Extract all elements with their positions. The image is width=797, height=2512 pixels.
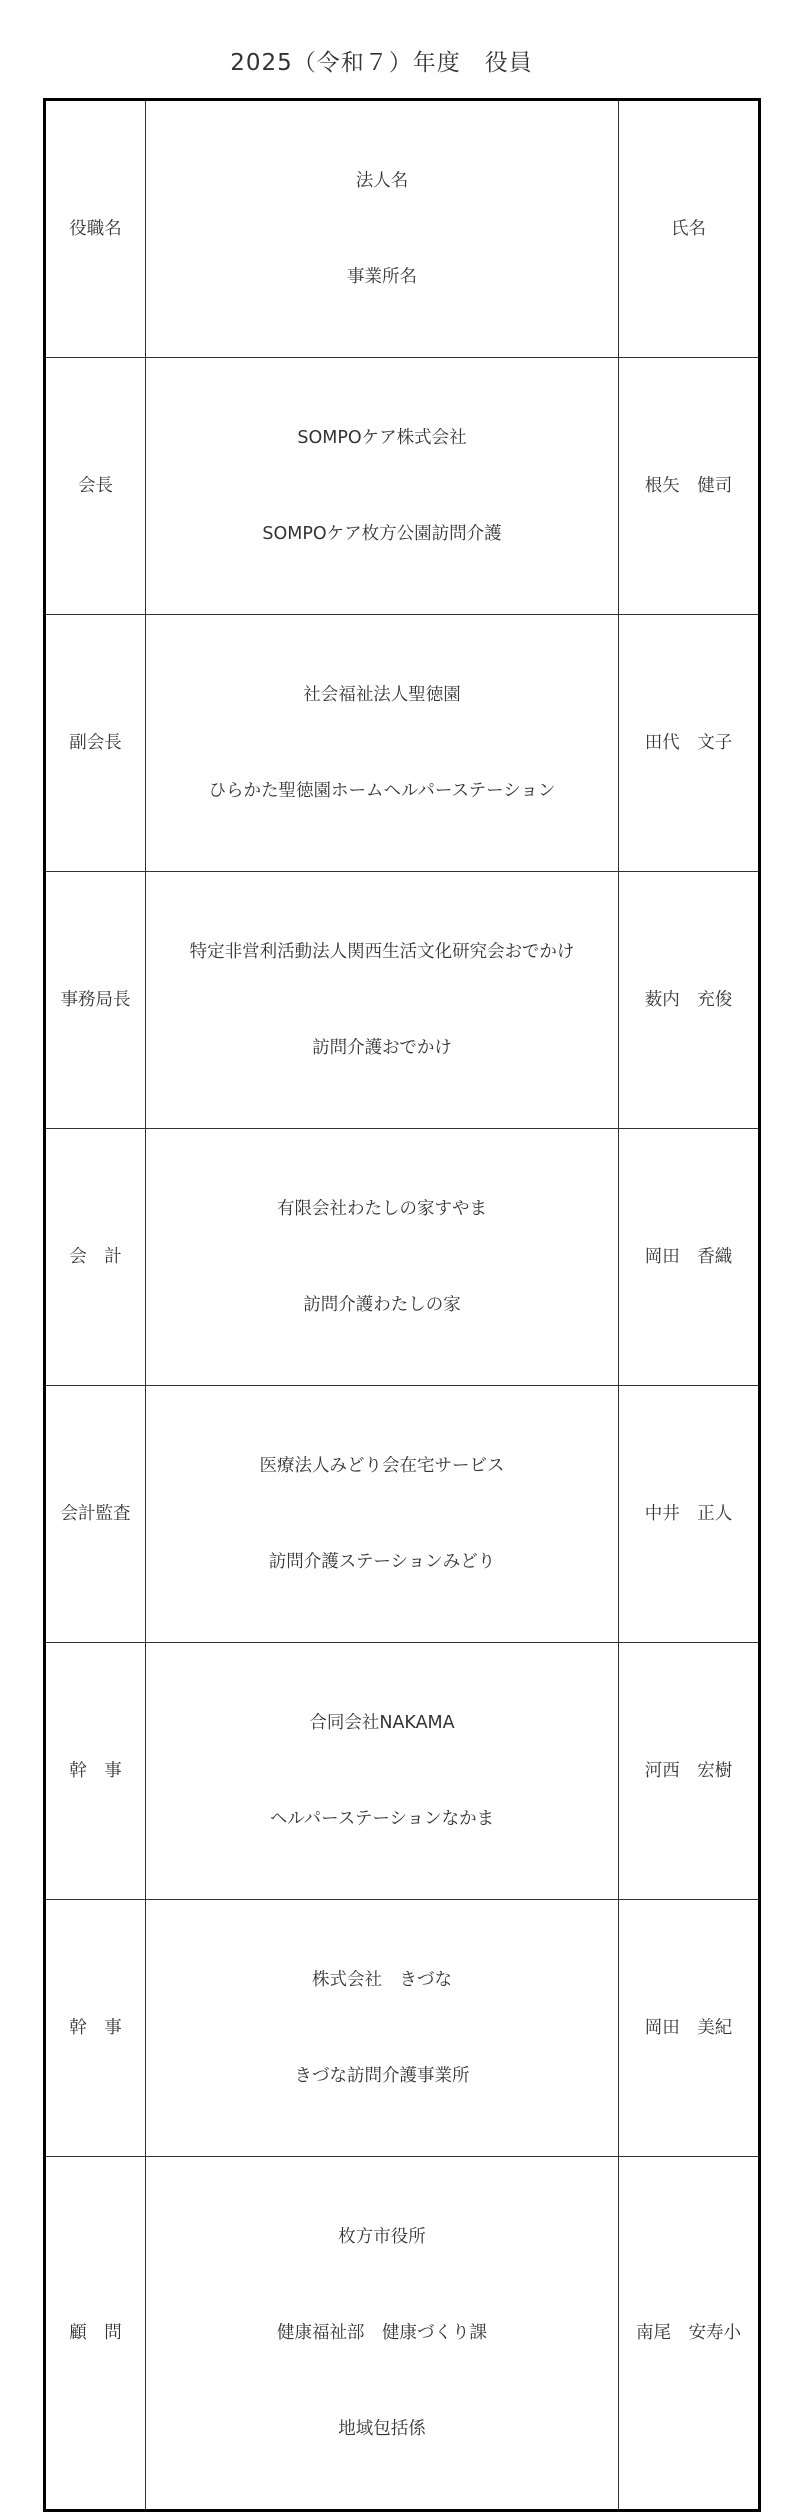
table-row xyxy=(45,1129,760,1386)
name-cell: 根矢 健司 xyxy=(619,358,760,615)
name-cell: 岡田 香織 xyxy=(619,1129,760,1386)
section-line: 地域包括係 xyxy=(338,2419,426,2439)
header-name: 氏名 xyxy=(619,100,760,358)
org-cell xyxy=(146,358,619,615)
role-cell: 会計監査 xyxy=(45,1386,146,1643)
name-cell: 南尾 安寿小 xyxy=(619,2157,760,2511)
org-line: 社会福祉法人聖徳園 xyxy=(303,685,461,705)
table-row xyxy=(45,1386,760,1643)
org-cell xyxy=(146,1900,619,2157)
org-line: 有限会社わたしの家すやま xyxy=(277,1199,487,1219)
org-cell xyxy=(146,1386,619,1643)
table-row xyxy=(45,615,760,872)
page-title: 2025（令和７）年度 役員 xyxy=(230,50,533,76)
org-cell xyxy=(146,1643,619,1900)
org-cell xyxy=(146,872,619,1129)
header-office-line: 事業所名 xyxy=(347,267,417,287)
office-line: 訪問介護おでかけ xyxy=(312,1038,452,1058)
org-line: 株式会社 きづな xyxy=(312,1970,452,1990)
table-header-row xyxy=(45,100,760,358)
name-cell: 岡田 美紀 xyxy=(619,1900,760,2157)
role-cell: 会長 xyxy=(45,358,146,615)
office-line: きづな訪問介護事業所 xyxy=(294,2066,470,2086)
name-cell: 薮内 充俊 xyxy=(619,872,760,1129)
role-cell: 幹 事 xyxy=(45,1643,146,1900)
department-line: 健康福祉部 健康づくり課 xyxy=(277,2323,487,2343)
org-line: 枚方市役所 xyxy=(338,2227,426,2247)
name-cell: 河西 宏樹 xyxy=(619,1643,760,1900)
table-row xyxy=(45,872,760,1129)
role-cell: 顧 問 xyxy=(45,2157,146,2511)
table-row xyxy=(45,2157,760,2511)
header-org xyxy=(146,100,619,358)
office-line: 訪問介護わたしの家 xyxy=(303,1295,461,1315)
office-line: ヘルパーステーションなかま xyxy=(269,1809,495,1829)
name-cell: 田代 文子 xyxy=(619,615,760,872)
header-org-line: 法人名 xyxy=(355,171,409,191)
org-line: 医療法人みどり会在宅サービス xyxy=(259,1456,505,1476)
table-row xyxy=(45,1643,760,1900)
office-line: SOMPOケア枚方公園訪問介護 xyxy=(262,524,502,544)
org-line: SOMPOケア株式会社 xyxy=(297,428,467,448)
org-cell xyxy=(146,2157,619,2511)
role-cell: 事務局長 xyxy=(45,872,146,1129)
org-line: 合同会社NAKAMA xyxy=(309,1713,455,1733)
role-cell: 幹 事 xyxy=(45,1900,146,2157)
officers-table xyxy=(43,98,761,2512)
org-cell xyxy=(146,1129,619,1386)
header-role: 役職名 xyxy=(45,100,146,358)
office-line: ひらかた聖徳園ホームヘルパーステーション xyxy=(208,781,556,801)
org-cell xyxy=(146,615,619,872)
name-cell: 中井 正人 xyxy=(619,1386,760,1643)
org-line: 特定非営利活動法人関西生活文化研究会おでかけ xyxy=(189,942,575,962)
table-row xyxy=(45,358,760,615)
table-row xyxy=(45,1900,760,2157)
office-line: 訪問介護ステーションみどり xyxy=(268,1552,496,1572)
role-cell: 副会長 xyxy=(45,615,146,872)
role-cell: 会 計 xyxy=(45,1129,146,1386)
